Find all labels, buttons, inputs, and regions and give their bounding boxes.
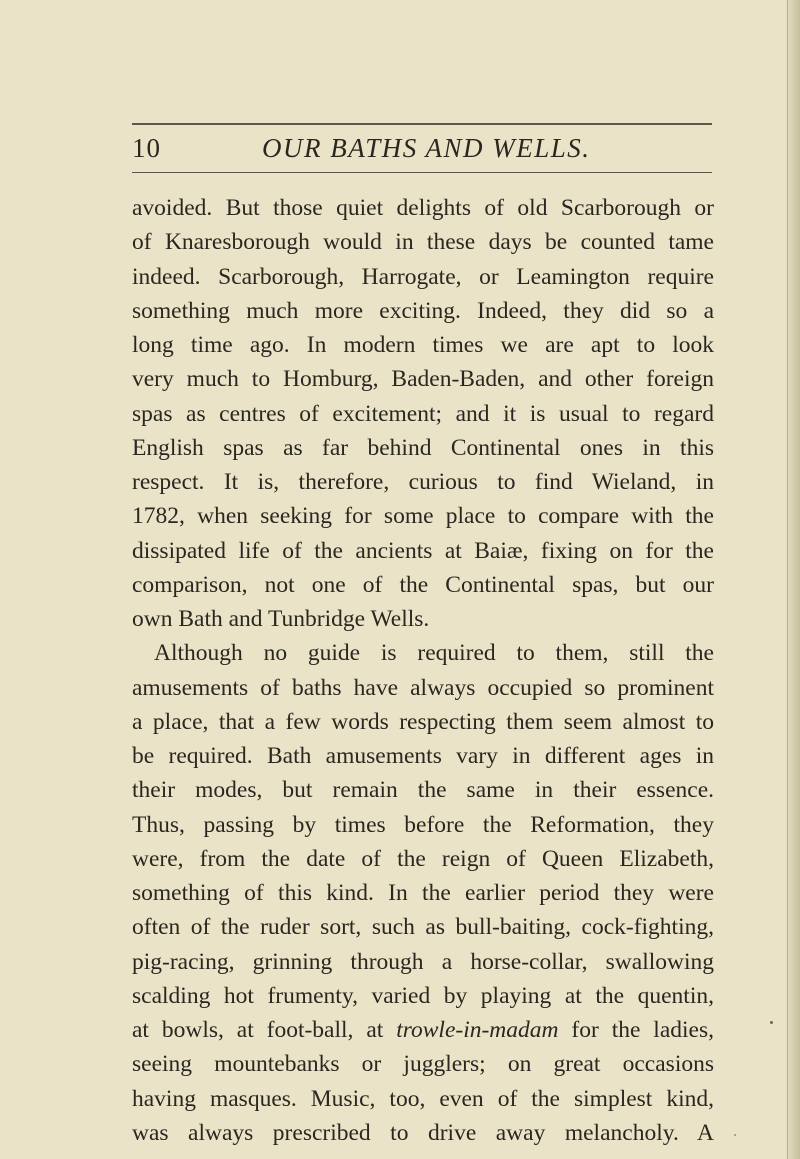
header-top-rule <box>132 123 712 125</box>
text-line: be required. Bath amusements vary in different ages in <box>132 743 714 769</box>
text-line: having masques. Music, too, even of the simplest kind, <box>132 1085 714 1112</box>
page-edge-line <box>787 0 788 1159</box>
text-line: spas as centres of excitement; and it is usual to regard <box>132 400 714 427</box>
paper-speck <box>770 1021 773 1024</box>
text-line: were, from the date of the reign of Queen Elizabeth, <box>132 845 714 872</box>
text-line: respect. It is, therefore, curious to find Wieland, in <box>132 469 714 495</box>
text-line: avoided. But those quiet delights of old Scarborough or <box>132 195 714 221</box>
page-number: 10 <box>132 133 161 163</box>
paragraph-end-line: own Bath and Tunbridge Wells. <box>132 606 430 632</box>
text-line: Thus, passing by times before the Reformation, they <box>132 811 714 838</box>
text-line: often of the ruder sort, such as bull-baiting, cock-fighting, <box>132 914 714 941</box>
text-line: 1782, when seeking for some place to compare with the <box>132 503 714 530</box>
text-line: comparison, not one of the Continental spas, but our <box>132 571 714 598</box>
italic-game-name: trowle-in-madam <box>396 1017 559 1043</box>
text-line: something of this kind. In the earlier period they were <box>132 880 714 906</box>
text-line: something much more exciting. Indeed, they did so a <box>132 297 714 324</box>
running-title: OUR BATHS AND WELLS. <box>262 133 591 163</box>
text-line: English spas as far behind Continental ones in this <box>132 434 714 461</box>
text-line: seeing mountebanks or jugglers; on great occasions <box>132 1051 714 1078</box>
text-line: amusements of baths have always occupied so prominent <box>132 674 714 701</box>
text-line: was always prescribed to drive away melancholy. A <box>132 1119 714 1146</box>
header-bottom-rule <box>132 172 712 173</box>
text-line: pig-racing, grinning through a horse-collar, swallowing <box>132 948 714 975</box>
text-line: a place, that a few words respecting them seem almost to <box>132 708 714 735</box>
text-line: long time ago. In modern times we are apt to look <box>132 332 714 358</box>
text-line: very much to Homburg, Baden-Baden, and other foreign <box>132 366 714 393</box>
text-line: scalding hot frumenty, varied by playing at the quentin, <box>132 982 714 1009</box>
text-line-with-italic <box>132 1013 714 1047</box>
text-segment: for the ladies, <box>558 1017 714 1043</box>
text-line: their modes, but remain the same in their essence. <box>132 777 714 804</box>
text-line: indeed. Scarborough, Harrogate, or Leamington require <box>132 263 714 290</box>
page-edge-shadow <box>786 0 800 1159</box>
text-segment: at bowls, at foot-ball, at <box>132 1017 397 1043</box>
text-line: dissipated life of the ancients at Baiæ, fixing on for the <box>132 537 714 564</box>
text-line: of Knaresborough would in these days be counted tame <box>132 229 714 256</box>
paragraph-start-line: Although no guide is required to them, still the <box>154 640 714 667</box>
paper-speck <box>734 1134 736 1136</box>
body-text <box>132 191 714 1150</box>
